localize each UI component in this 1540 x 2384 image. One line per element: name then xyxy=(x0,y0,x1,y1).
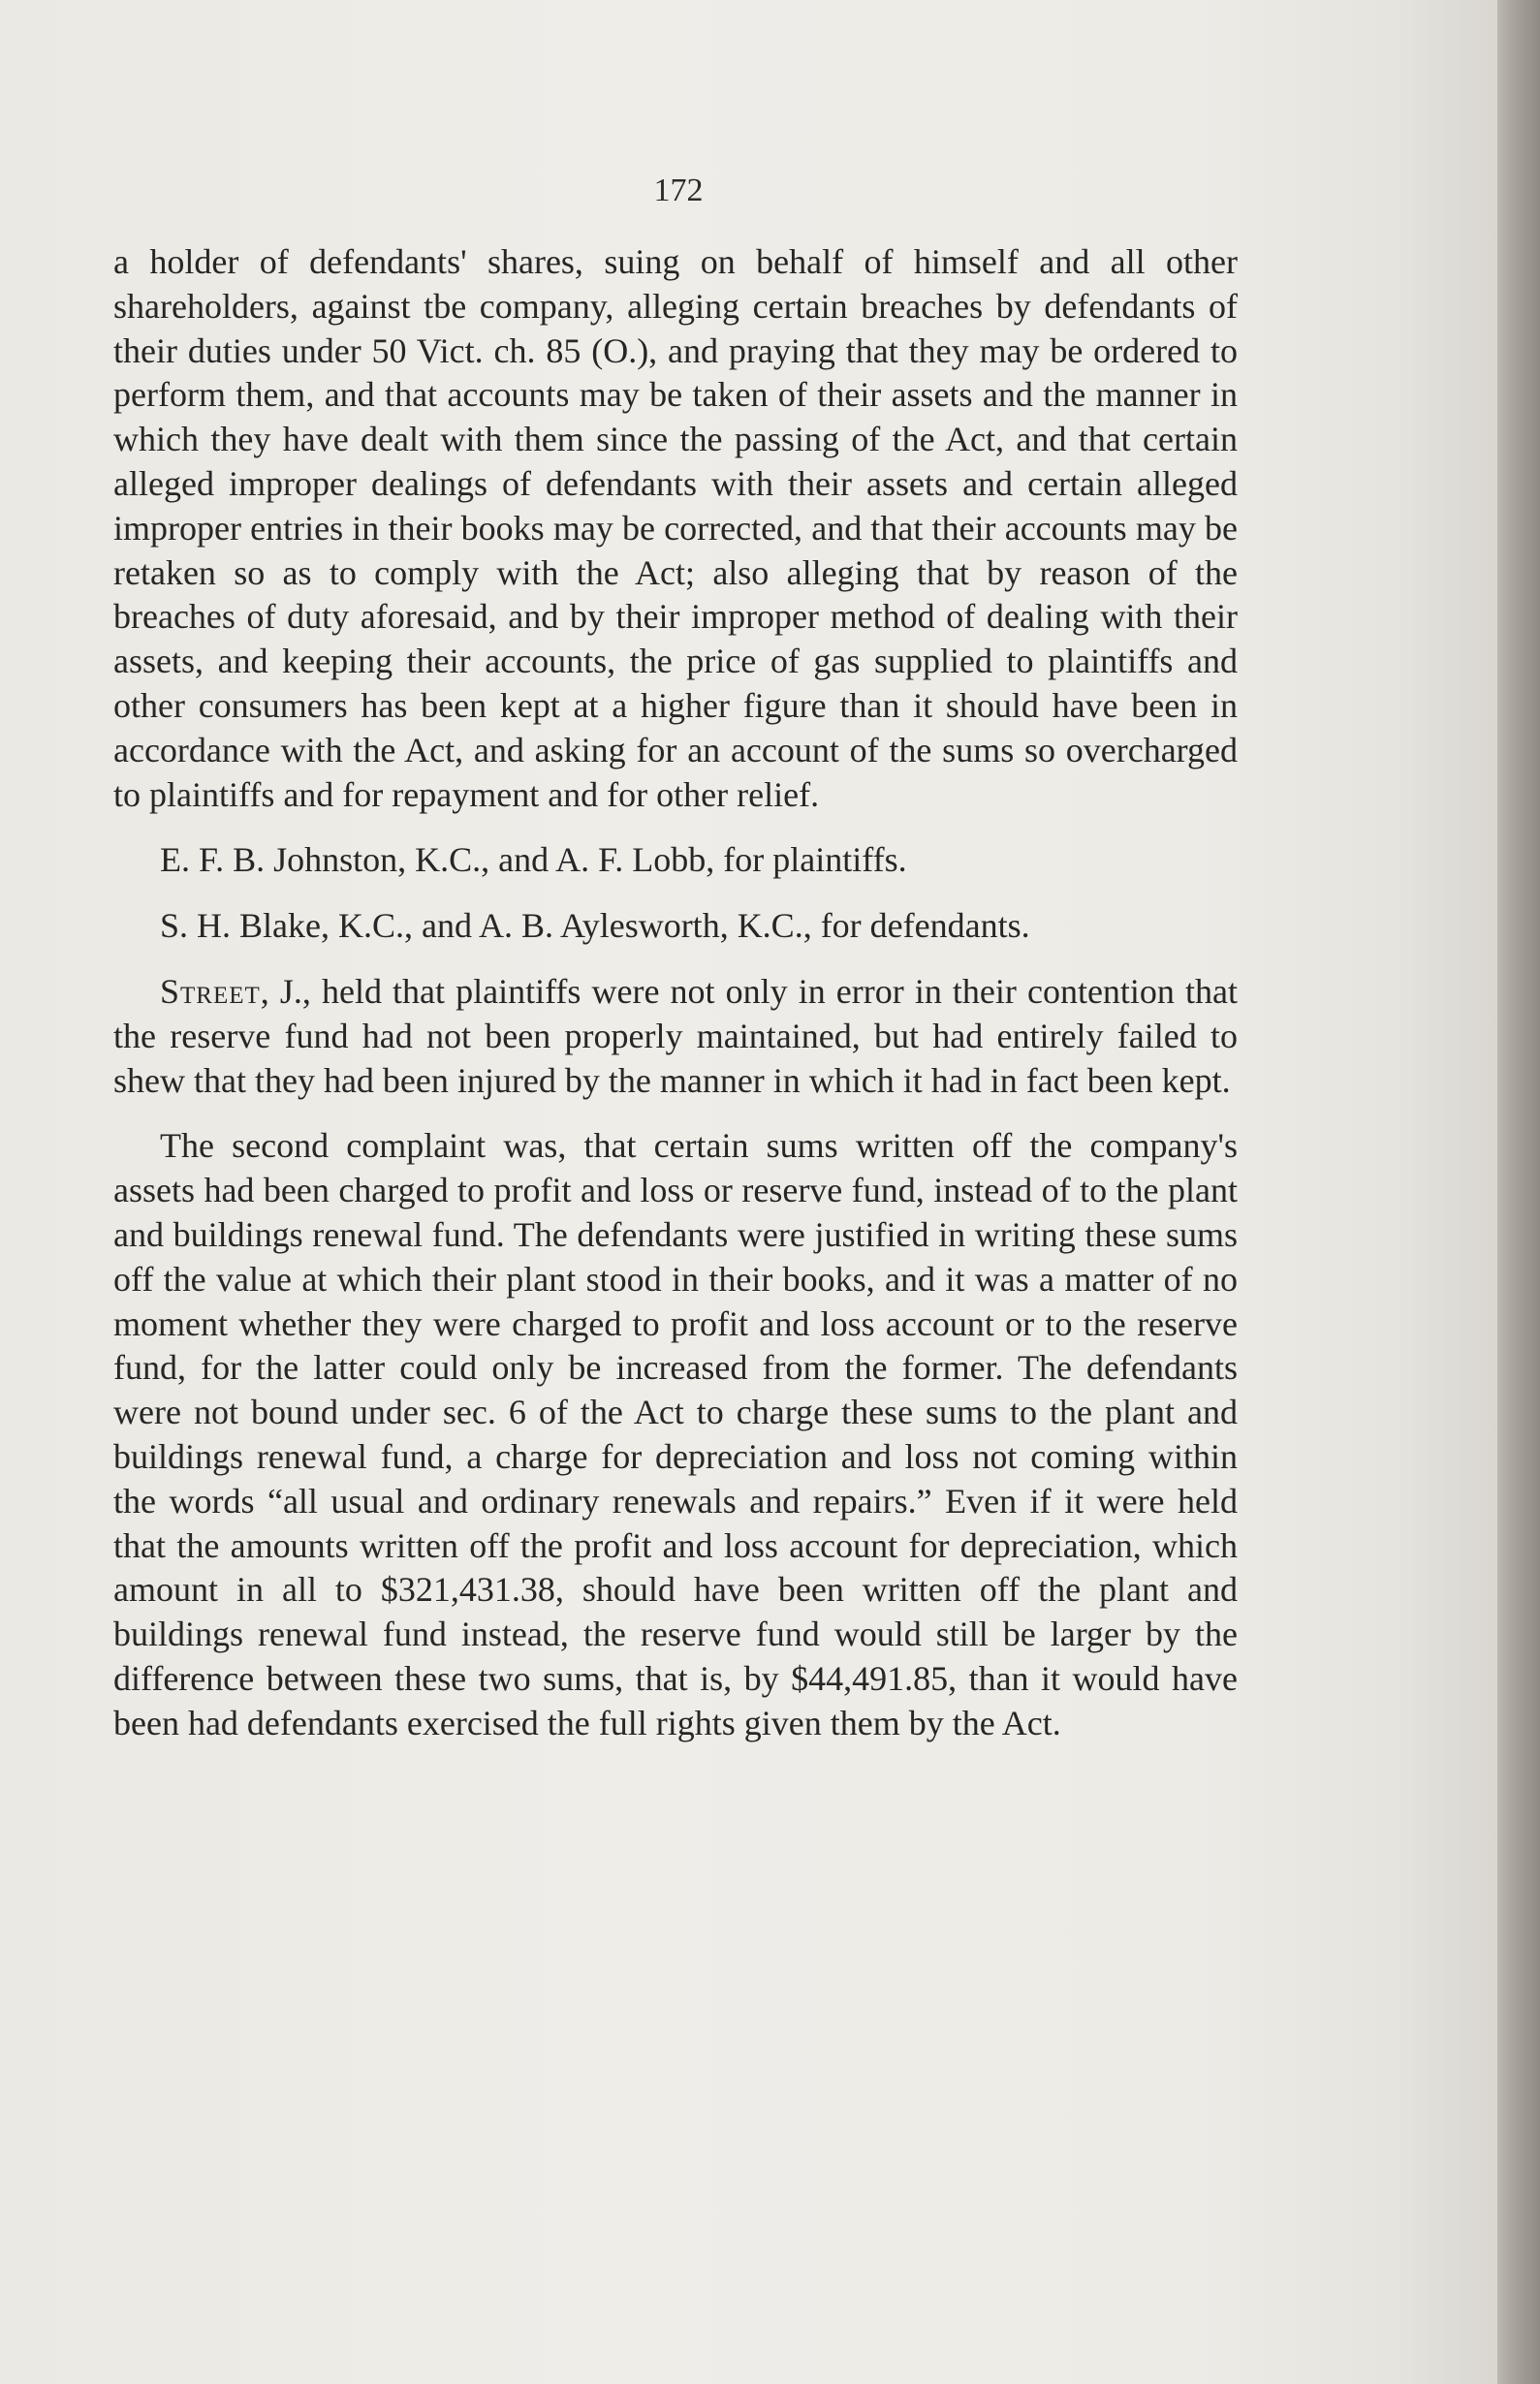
judge-name: Street xyxy=(160,971,261,1011)
judgment-text: , J., held that plaintiffs were not only in error in their contention that the reserve fund had not been properly maintained, but had entirely failed to shew that they had been injured by the manner in which it had in fact been kept. xyxy=(113,971,1238,1100)
judgment-paragraph xyxy=(113,970,1238,1103)
case-summary-paragraph: a holder of defendants' shares, suing on behalf of himself and all other shareholders, against tbe company, alleging certain breaches by defendants of their duties under 50 Vict. ch. 85 (O.), and praying that they may be ordered to perform them, and that accounts may be taken of their assets and the manner in which they have dealt with them since the passing of the Act, and that certain alleged improper dealings of defendants with their assets and certain alleged improper entries in their books may be corrected, and that their accounts may be retaken so as to comply with the Act; also alleging that by reason of the breaches of duty aforesaid, and by their improper method of dealing with their assets, and keeping their accounts, the price of gas supplied to plaintiffs and other consumers has been kept at a higher figure than it should have been in accordance with the Act, and asking for an account of the sums so overcharged to plaintiffs and for repayment and for other relief. xyxy=(113,242,1238,814)
page-body xyxy=(113,240,1238,1746)
counsel-defendants-paragraph: S. H. Blake, K.C., and A. B. Aylesworth, K.C., for defendants. xyxy=(160,906,1030,946)
second-complaint-paragraph: The second complaint was, that certain sums written off the company's assets had been charged to profit and loss or reserve fund, instead of to the plant and buildings renewal fund. The defendants were justified in writing these sums off the value at which their plant stood in their books, and it was a matter of no moment whether they were charged to profit and loss account or to the reserve fund, for the latter could only be increased from the former. The defendants were not bound under sec. 6 of the Act to charge these sums to the plant and buildings renewal fund, a charge for depreciation and loss not coming within the words “all usual and ordinary renewals and repairs.” Even if it were held that the amounts written off the profit and loss account for depreciation, which amount in all to $321,431.38, should have been written off the plant and buildings renewal fund instead, the reserve fund would still be larger by the difference between these two sums, that is, by $44,491.85, than it would have been had defendants exercised the full rights given them by the Act. xyxy=(113,1126,1238,1742)
page-number: 172 xyxy=(653,173,704,208)
counsel-plaintiffs-paragraph: E. F. B. Johnston, K.C., and A. F. Lobb, for plaintiffs. xyxy=(160,840,907,880)
book-spine-shadow xyxy=(1497,0,1540,2384)
